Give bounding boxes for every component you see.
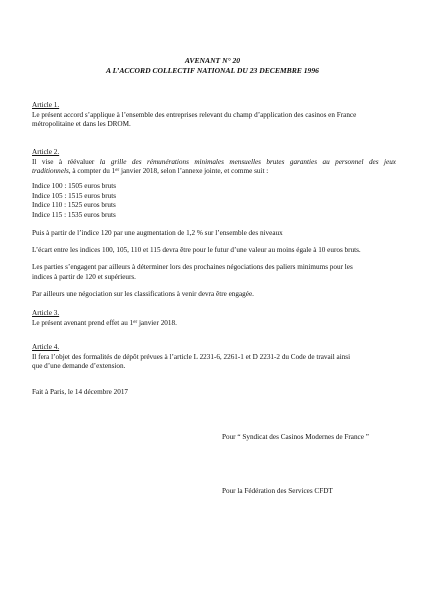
paragraph-gap-text: L’écart entre les indices 100, 105, 110 et 115 devra être pour le futur d’une valeur au moins égale à 10 euros bruts. (32, 246, 361, 254)
article-2-title: Article 2. (32, 148, 60, 156)
article-3-text-end: janvier 2018. (137, 318, 177, 327)
article-3-text-start: Le présent avenant prend effet au 1 (32, 318, 134, 327)
place-date-text: Fait à Paris, le 14 décembre 2017 (32, 388, 129, 396)
index-line: Indice 100 : 1505 euros bruts (32, 182, 117, 190)
article-2-intro-date: , à compter du 1 (68, 167, 116, 176)
article-2-intro-italic-2: traditionnels (32, 167, 69, 176)
index-line: Indice 105 : 1515 euros bruts (32, 191, 117, 200)
place-date (32, 388, 396, 398)
article-2-intro-line-1 (32, 158, 396, 168)
document-subtitle: A L’ACCORD COLLECTIF NATIONAL DU 23 DECEMBRE 1996 (106, 66, 319, 75)
article-2-intro-line-2 (32, 167, 396, 177)
paragraph-parties (32, 263, 396, 282)
article-3-text-sup: er (133, 319, 138, 325)
article-2-intro-italic: la grille des rémunérations minimales mensuelles brutes garanties au personnel des jeux (99, 157, 396, 166)
article-3-text (32, 319, 396, 329)
paragraph-increase-text: Puis à partir de l’indice 120 par une augmentation de 1,2 % sur l’ensemble des niveaux (32, 229, 283, 237)
article-2-intro-sup: er (115, 168, 120, 174)
paragraph-negotiation (32, 290, 396, 300)
article-4 (32, 343, 396, 372)
document-title: AVENANT N° 20 (184, 56, 241, 65)
article-4-title: Article 4. (32, 343, 60, 351)
article-1-text-line-1: Le présent accord s’applique à l’ensemble des entreprises relevant du champ d’application des casinos en France (32, 110, 357, 119)
article-2-intro-end: janvier 2018, selon l’annexe jointe, et comme suit : (119, 167, 269, 176)
indices-list (32, 182, 396, 220)
article-2 (32, 148, 396, 177)
article-2-intro-text: Il vise à réévaluer (32, 157, 100, 166)
paragraph-negotiation-text: Par ailleurs une négociation sur les classifications à venir devra être engagée. (32, 290, 254, 298)
article-1-text-line-2: métropolitaine et dans les DROM. (32, 120, 131, 129)
signatory-2-text: Pour la Fédération des Services CFDT (222, 487, 333, 495)
article-3 (32, 309, 396, 328)
index-line: Indice 110 : 1525 euros bruts (32, 201, 116, 210)
article-4-text-line-1: Il fera l’objet des formalités de dépôt prévues à l’article L 2231-6, 2261-1 et D 2231-2 du Code de travail ainsi (32, 352, 351, 361)
signatory-2 (222, 487, 402, 497)
paragraph-increase (32, 229, 396, 239)
article-1 (32, 101, 396, 130)
paragraph-gap (32, 246, 396, 256)
article-1-title: Article 1. (32, 101, 60, 109)
signatory-1-text: Pour “ Syndicat des Casinos Modernes de France ” (222, 433, 369, 441)
article-4-text-line-2: que d’une demande d’extension. (32, 362, 126, 371)
paragraph-parties-line-2: indices à partir de 120 et supérieurs. (32, 272, 136, 281)
article-3-title: Article 3. (32, 309, 60, 317)
index-line: Indice 115 : 1535 euros bruts (32, 210, 116, 219)
paragraph-parties-line-1: Les parties s’engagent par ailleurs à déterminer lors des prochaines négociations des paliers minimums pour les (32, 263, 353, 271)
signatory-1 (222, 433, 402, 443)
